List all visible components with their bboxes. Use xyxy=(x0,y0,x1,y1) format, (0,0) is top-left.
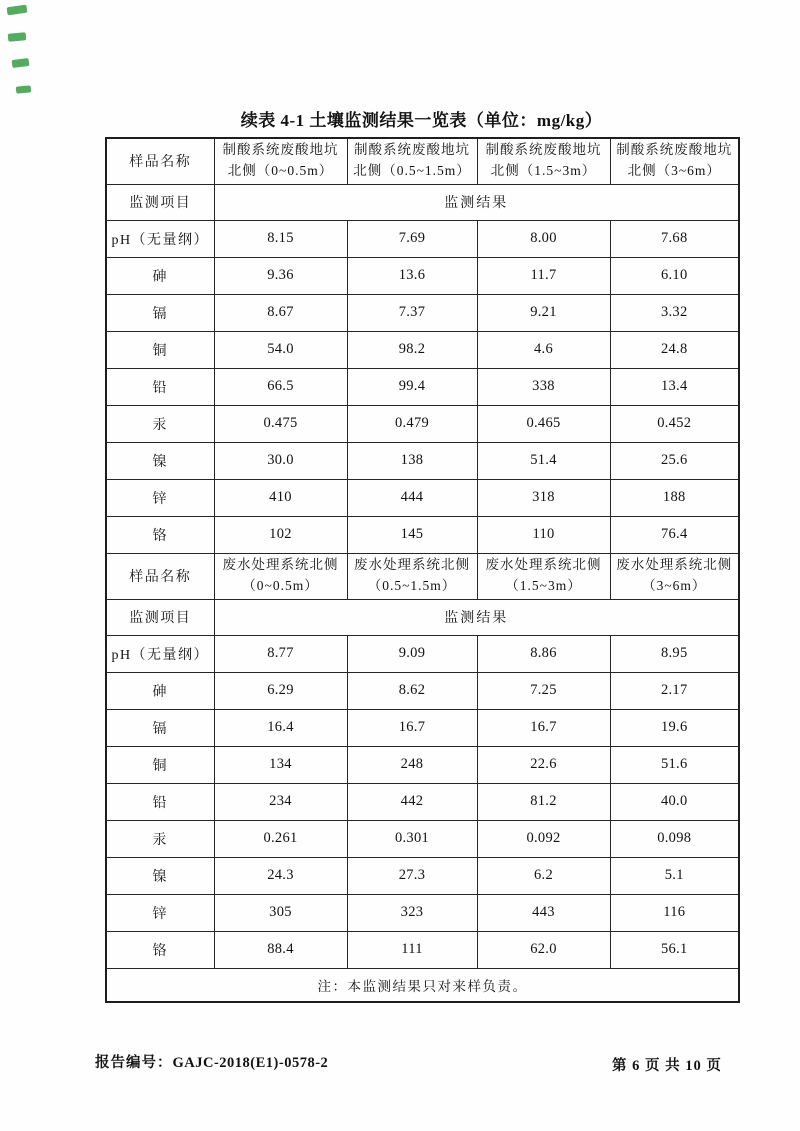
page-indicator: 第 6 页 共 10 页 xyxy=(612,1058,722,1074)
value-cell: 19.6 xyxy=(610,709,739,746)
table-row xyxy=(106,635,739,672)
value-cell: 3.32 xyxy=(610,294,739,331)
table-row xyxy=(106,516,739,553)
element-label-cell: 铜 xyxy=(106,331,214,368)
element-label-cell: 铜 xyxy=(106,746,214,783)
value-cell: 8.00 xyxy=(477,220,610,257)
value-cell: 24.3 xyxy=(214,857,347,894)
value-cell: 8.15 xyxy=(214,220,347,257)
sample-location-line2: （0~0.5m） xyxy=(242,578,319,593)
sample-name-row xyxy=(106,553,739,599)
monitoring-result-label-cell: 监测结果 xyxy=(214,184,739,220)
value-cell: 13.6 xyxy=(347,257,477,294)
value-cell: 98.2 xyxy=(347,331,477,368)
monitoring-item-row xyxy=(106,184,739,220)
element-label-cell: 镉 xyxy=(106,709,214,746)
table-row xyxy=(106,746,739,783)
value-cell: 116 xyxy=(610,894,739,931)
value-cell: 56.1 xyxy=(610,931,739,968)
element-label-cell: 砷 xyxy=(106,672,214,709)
value-cell: 2.17 xyxy=(610,672,739,709)
element-label-cell: 铅 xyxy=(106,783,214,820)
element-label-cell: 汞 xyxy=(106,820,214,857)
value-cell: 102 xyxy=(214,516,347,553)
element-label-cell: 铬 xyxy=(106,516,214,553)
value-cell: 5.1 xyxy=(610,857,739,894)
value-cell: 442 xyxy=(347,783,477,820)
table-title: 续表 4-1 土壤监测结果一览表（单位：mg/kg） xyxy=(240,111,603,130)
table-row xyxy=(106,857,739,894)
sample-location-line2: （3~6m） xyxy=(642,578,707,593)
value-cell: 7.69 xyxy=(347,220,477,257)
value-cell: 6.29 xyxy=(214,672,347,709)
value-cell: 30.0 xyxy=(214,442,347,479)
value-cell: 25.6 xyxy=(610,442,739,479)
document-content xyxy=(105,106,738,1003)
sample-location-line1: 制酸系统废酸地坑 xyxy=(222,142,339,158)
sample-name-label-cell: 样品名称 xyxy=(106,138,214,184)
value-cell: 16.7 xyxy=(477,709,610,746)
table-row xyxy=(106,257,739,294)
value-cell: 338 xyxy=(477,368,610,405)
value-cell: 0.479 xyxy=(347,405,477,442)
value-cell: 0.475 xyxy=(214,405,347,442)
value-cell: 248 xyxy=(347,746,477,783)
soil-monitoring-table xyxy=(105,137,740,1003)
element-label-cell: pH（无量纲） xyxy=(106,220,214,257)
sample-location-line1: 制酸系统废酸地坑 xyxy=(485,142,602,158)
value-cell: 7.25 xyxy=(477,672,610,709)
sample-location-line2: 北侧（3~6m） xyxy=(627,163,721,179)
value-cell: 27.3 xyxy=(347,857,477,894)
value-cell: 8.86 xyxy=(477,635,610,672)
value-cell: 51.4 xyxy=(477,442,610,479)
sample-location-header-cell xyxy=(214,138,347,184)
value-cell: 443 xyxy=(477,894,610,931)
value-cell: 88.4 xyxy=(214,931,347,968)
note-cell: 注：本监测结果只对来样负责。 xyxy=(106,968,739,1002)
value-cell: 444 xyxy=(347,479,477,516)
value-cell: 6.2 xyxy=(477,857,610,894)
sample-location-line1: 制酸系统废酸地坑 xyxy=(354,142,470,158)
value-cell: 81.2 xyxy=(477,783,610,820)
element-label-cell: 铬 xyxy=(106,931,214,968)
sample-location-header-cell xyxy=(347,138,477,184)
value-cell: 9.09 xyxy=(347,635,477,672)
table-row xyxy=(106,442,739,479)
monitoring-result-label-cell: 监测结果 xyxy=(214,599,739,635)
sample-location-line2: 北侧（0.5~1.5m） xyxy=(353,163,471,179)
table-row xyxy=(106,405,739,442)
sample-location-line1: 废水处理系统北侧 xyxy=(354,557,470,573)
value-cell: 16.7 xyxy=(347,709,477,746)
note-row xyxy=(106,968,739,1002)
value-cell: 234 xyxy=(214,783,347,820)
element-label-cell: 镉 xyxy=(106,294,214,331)
element-label-cell: 镍 xyxy=(106,442,214,479)
sample-location-header-cell xyxy=(214,553,347,599)
table-row xyxy=(106,820,739,857)
value-cell: 24.8 xyxy=(610,331,739,368)
report-number xyxy=(95,1051,328,1072)
value-cell: 8.67 xyxy=(214,294,347,331)
sample-location-header-cell xyxy=(477,138,610,184)
monitoring-item-label-cell: 监测项目 xyxy=(106,184,214,220)
sample-location-line2: （0.5~1.5m） xyxy=(367,578,457,593)
value-cell: 16.4 xyxy=(214,709,347,746)
table-row xyxy=(106,672,739,709)
element-label-cell: 汞 xyxy=(106,405,214,442)
sample-name-label-cell: 样品名称 xyxy=(106,553,214,599)
value-cell: 40.0 xyxy=(610,783,739,820)
element-label-cell: 锌 xyxy=(106,894,214,931)
sample-location-line1: 废水处理系统北侧 xyxy=(222,557,339,573)
green-scan-mark xyxy=(12,58,30,68)
value-cell: 11.7 xyxy=(477,257,610,294)
element-label-cell: 铅 xyxy=(106,368,214,405)
monitoring-item-row xyxy=(106,599,739,635)
sample-location-line2: （1.5~3m） xyxy=(505,578,582,593)
sample-location-line2: 北侧（1.5~3m） xyxy=(490,163,597,179)
value-cell: 6.10 xyxy=(610,257,739,294)
green-scan-mark xyxy=(7,5,28,16)
value-cell: 0.301 xyxy=(347,820,477,857)
value-cell: 9.21 xyxy=(477,294,610,331)
value-cell: 111 xyxy=(347,931,477,968)
value-cell: 8.95 xyxy=(610,635,739,672)
value-cell: 138 xyxy=(347,442,477,479)
value-cell: 0.098 xyxy=(610,820,739,857)
element-label-cell: 锌 xyxy=(106,479,214,516)
element-label-cell: pH（无量纲） xyxy=(106,635,214,672)
value-cell: 410 xyxy=(214,479,347,516)
table-row xyxy=(106,931,739,968)
value-cell: 22.6 xyxy=(477,746,610,783)
value-cell: 318 xyxy=(477,479,610,516)
value-cell: 7.68 xyxy=(610,220,739,257)
sample-location-header-cell xyxy=(477,553,610,599)
sample-location-line2: 北侧（0~0.5m） xyxy=(227,163,334,179)
value-cell: 9.36 xyxy=(214,257,347,294)
table-row xyxy=(106,294,739,331)
value-cell: 76.4 xyxy=(610,516,739,553)
table-row xyxy=(106,368,739,405)
value-cell: 54.0 xyxy=(214,331,347,368)
value-cell: 0.092 xyxy=(477,820,610,857)
value-cell: 8.77 xyxy=(214,635,347,672)
green-scan-mark xyxy=(16,85,32,93)
report-number-label: 报告编号： xyxy=(95,1055,173,1071)
sample-location-header-cell xyxy=(610,553,739,599)
sample-location-line1: 制酸系统废酸地坑 xyxy=(616,142,733,158)
report-number-value: GAJC-2018(E1)-0578-2 xyxy=(172,1055,329,1071)
value-cell: 0.452 xyxy=(610,405,739,442)
value-cell: 66.5 xyxy=(214,368,347,405)
value-cell: 110 xyxy=(477,516,610,553)
green-scan-mark xyxy=(8,32,27,42)
value-cell: 7.37 xyxy=(347,294,477,331)
value-cell: 134 xyxy=(214,746,347,783)
value-cell: 0.261 xyxy=(214,820,347,857)
value-cell: 188 xyxy=(610,479,739,516)
table-row xyxy=(106,894,739,931)
value-cell: 62.0 xyxy=(477,931,610,968)
value-cell: 99.4 xyxy=(347,368,477,405)
sample-location-header-cell xyxy=(347,553,477,599)
table-row xyxy=(106,783,739,820)
value-cell: 13.4 xyxy=(610,368,739,405)
table-row xyxy=(106,220,739,257)
value-cell: 4.6 xyxy=(477,331,610,368)
value-cell: 305 xyxy=(214,894,347,931)
value-cell: 323 xyxy=(347,894,477,931)
value-cell: 145 xyxy=(347,516,477,553)
element-label-cell: 镍 xyxy=(106,857,214,894)
table-row xyxy=(106,709,739,746)
table-row xyxy=(106,479,739,516)
value-cell: 0.465 xyxy=(477,405,610,442)
sample-location-line1: 废水处理系统北侧 xyxy=(485,557,602,573)
sample-location-line1: 废水处理系统北侧 xyxy=(616,557,733,573)
monitoring-item-label-cell: 监测项目 xyxy=(106,599,214,635)
value-cell: 8.62 xyxy=(347,672,477,709)
value-cell: 51.6 xyxy=(610,746,739,783)
sample-name-row xyxy=(106,138,739,184)
table-row xyxy=(106,331,739,368)
element-label-cell: 砷 xyxy=(106,257,214,294)
sample-location-header-cell xyxy=(610,138,739,184)
